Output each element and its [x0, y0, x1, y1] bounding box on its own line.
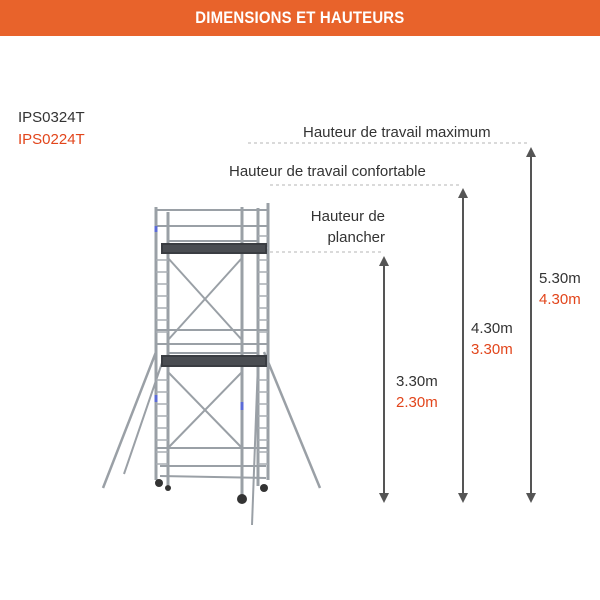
- label-working-comfort: Hauteur de travail confortable: [229, 163, 426, 180]
- label-working-max: Hauteur de travail maximum: [303, 124, 491, 141]
- value-working-max-secondary: 4.30m: [539, 291, 581, 308]
- value-floor-secondary: 2.30m: [396, 394, 438, 411]
- page-title: DIMENSIONS ET HAUTEURS: [195, 8, 405, 27]
- value-working-comfort-secondary: 3.30m: [471, 341, 513, 358]
- label-floor-line2: plancher: [327, 229, 385, 246]
- model-secondary: IPS0224T: [18, 131, 85, 148]
- value-floor-primary: 3.30m: [396, 373, 438, 390]
- label-floor-line1: Hauteur de: [310, 208, 385, 225]
- scaffold-wheels: [155, 479, 268, 504]
- value-working-max-primary: 5.30m: [539, 270, 581, 287]
- value-working-comfort-primary: 4.30m: [471, 320, 513, 337]
- scaffold-illustration: [103, 203, 320, 525]
- model-primary: IPS0324T: [18, 109, 85, 126]
